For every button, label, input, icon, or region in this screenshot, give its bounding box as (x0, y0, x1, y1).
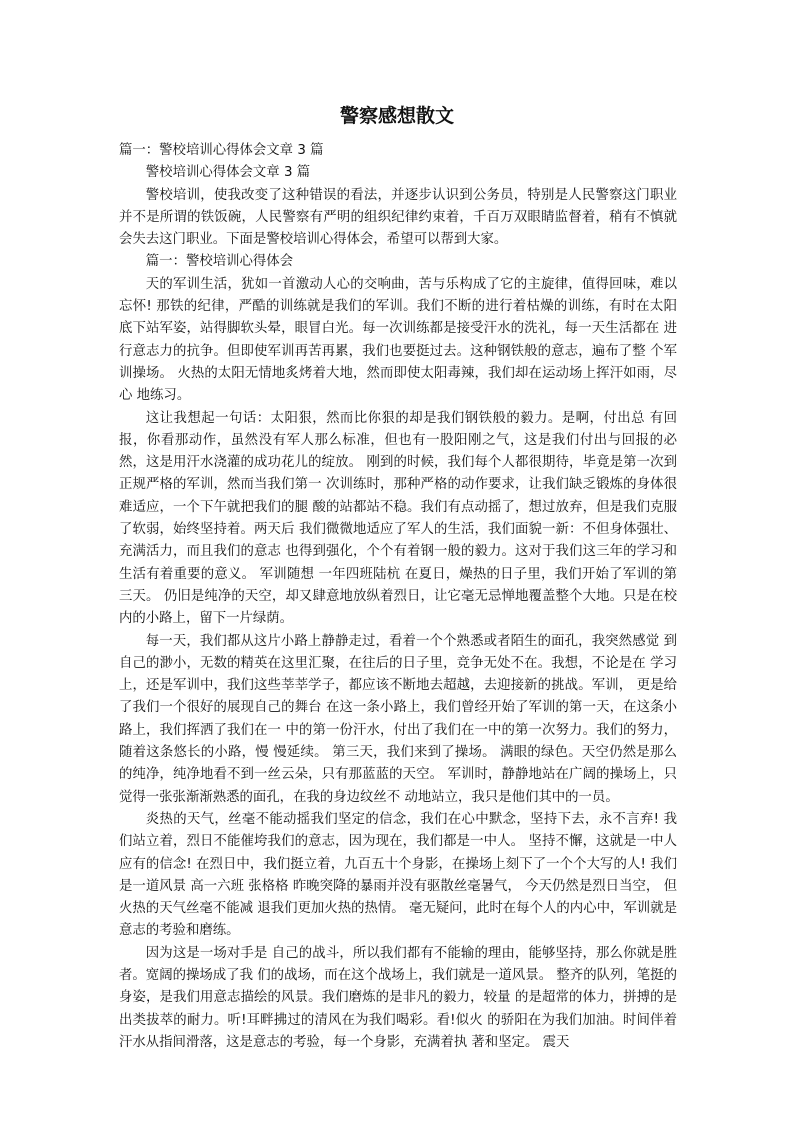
paragraph: 天的军训生活，犹如一首激动人心的交响曲，苦与乐构成了它的主旋律，值得回味，难以 忘怀! 那铁的纪律，严酷的训练就是我们的军训。我们不断的进行着枯燥的训练，有时在太阳 底下站军姿，站得脚软头晕，眼冒白光。每一次训练都是接受汗水的洗礼，每一天生活都在 进行意志力的抗争。但即使军训再苦再累，我们也要挺过去。这种钢铁般的意志，遍布了整 个军训操场。 火热的太阳无情地炙烤着大地，然而即使太阳毒辣，我们却在运动场上挥汗如雨，尽心 地练习。 (119, 276, 677, 404)
document-body (119, 140, 677, 1054)
paragraph: 炎热的天气，丝毫不能动摇我们坚定的信念，我们在心中默念，坚持下去，永不言弃! 我们站立着，烈日不能催垮我们的意志，因为现在，我们都是一中人。 坚持不懈，这就是一中人应有的信念! 在烈日中，我们挺立着，九百五十个身影，在操场上刻下了一个个大写的人! 我们是一道风景 高一六班 张格格 昨晚突降的暴雨并没有驱散丝毫暑气， 今天仍然是烈日当空， 但火热的天气丝毫不能减 退我们更加火热的热情。 毫无疑问，此时在每个人的内心中，军训就是意志的考验和磨练。 (119, 811, 677, 939)
paragraph: 因为这是一场对手是 自己的战斗，所以我们都有不能输的理由，能够坚持，那么你就是胜者。宽阔的操场成了我 们的战场，而在这个战场上，我们就是一道风景。 整齐的队列，笔挺的身姿，是我们用意志描绘的风景。我们磨炼的是非凡的毅力，较量 的是超常的体力，拼搏的是出类拔萃的耐力。听!耳畔拂过的清风在为我们喝彩。看!似火 的骄阳在为我们加油。时间伴着汗水从指间滑落，这是意志的考验，每一个身影，充满着执 著和坚定。 震天 (119, 945, 677, 1050)
document-title: 警察感想散文 (339, 105, 454, 127)
paragraph: 这让我想起一句话：太阳狠，然而比你狠的却是我们钢铁般的毅力。是啊，付出总 有回报，你看那动作，虽然没有军人那么标准，但也有一股阳刚之气，这是我们付出与回报的必然，这是用汗水浇灌的成功花儿的绽放。 刚到的时候，我们每个人都很期待，毕竟是第一次到正规严格的军训，然而当我们第一 次训练时，那种严格的动作要求，让我们缺乏锻炼的身体很难适应，一个下午就把我们的腿 酸的站都站不稳。我们有点动摇了，想过放弃，但是我们克服了软弱，始终坚持着。两天后 我们微微地适应了军人的生活，我们面貌一新：不但身体强壮、充满活力，而且我们的意志 也得到强化，个个有着钢一般的毅力。这对于我们这三年的学习和生活有着重要的意义。 军训随想 一年四班陆杭 在夏日，燥热的日子里，我们开始了军训的第三天。 仍旧是纯净的天空，却又肆意地放纵着烈日，让它毫无忌惮地覆盖整个大地。只是在校 内的小路上，留下一片绿荫。 (119, 410, 677, 627)
paragraph: 警校培训，使我改变了这种错误的看法，并逐步认识到公务员，特别是人民警察这门职业并不是所谓的铁饭碗，人民警察有严明的组织纪律约束着，千百万双眼睛监督着，稍有不慎就会失去这门职业。下面是警校培训心得体会，希望可以帮到大家。 (119, 187, 677, 248)
paragraph: 每一天，我们都从这片小路上静静走过，看着一个个熟悉或者陌生的面孔，我突然感觉 到自己的渺小，无数的精英在这里汇聚，在往后的日子里，竞争无处不在。我想，不论是在 学习上，还是军训中，我们这些莘莘学子，都应该不断地去超越，去迎接新的挑战。军训， 更是给了我们一个很好的展现自己的舞台 在这一条小路上，我们曾经开始了军训的第一天，在这条小路上，我们挥洒了我们在一 中的第一份汗水，付出了我们在一中的第一次努力。我们的努力，随着这条悠长的小路，慢 慢延续。 第三天，我们来到了操场。 满眼的绿色。天空仍然是那么的纯净，纯净地看不到一丝云朵，只有那蓝蓝的天空。 军训时，静静地站在广阔的操场上，只觉得一张张渐渐熟悉的面孔，在我的身边纹丝不 动地站立，我只是他们其中的一员。 (119, 633, 677, 805)
paragraph: 篇一：警校培训心得体会 (145, 254, 294, 270)
paragraph: 篇一：警校培训心得体会文章 3 篇 (119, 143, 324, 158)
paragraph: 警校培训心得体会文章 3 篇 (145, 165, 311, 181)
